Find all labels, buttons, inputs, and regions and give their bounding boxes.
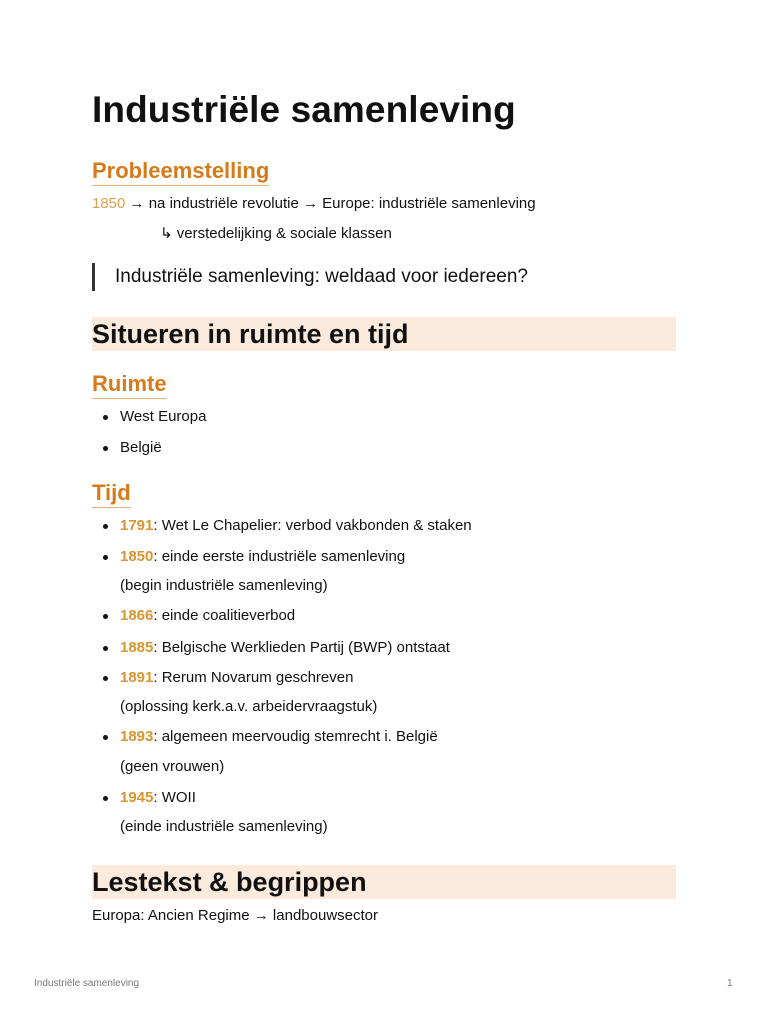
bullet-dot bbox=[103, 555, 108, 560]
page-title: Industriële samenleving bbox=[92, 89, 516, 130]
bullet-dot bbox=[103, 735, 108, 740]
timeline-subtext-text: (oplossing kerk.a.v. arbeidervraagstuk) bbox=[120, 698, 378, 715]
timeline-year: 1893 bbox=[120, 728, 154, 745]
timeline-text: : Wet Le Chapelier: verbod vakbonden & staken bbox=[153, 517, 472, 534]
heading-probleemstelling: Probleemstelling bbox=[92, 158, 269, 186]
bullet-dot bbox=[103, 796, 108, 801]
probleem-line-1-text: → na industriële revolutie → Europe: industriële samenleving bbox=[129, 195, 536, 212]
timeline-year: 1885 bbox=[120, 639, 154, 656]
probleem-line-2: ↳ verstedelijking & sociale klassen bbox=[160, 225, 392, 242]
bullet-dot bbox=[103, 524, 108, 529]
timeline-subtext-text: (geen vrouwen) bbox=[120, 758, 225, 775]
heading-ruimte: Ruimte bbox=[92, 371, 167, 399]
bullet-dot bbox=[103, 446, 108, 451]
page-number: 1 bbox=[727, 978, 733, 989]
timeline-year: 1866 bbox=[120, 607, 154, 624]
timeline-year: 1791 bbox=[120, 517, 154, 534]
timeline-year: 1945 bbox=[120, 789, 154, 806]
bullet-dot bbox=[103, 614, 108, 619]
bullet-dot bbox=[103, 415, 108, 420]
timeline-text: : einde eerste industriële samenleving bbox=[153, 548, 406, 565]
timeline-text: : algemeen meervoudig stemrecht i. België bbox=[153, 728, 438, 745]
section-lestekst: Lestekst & begrippen bbox=[92, 865, 676, 899]
list-item-text: België bbox=[120, 439, 162, 456]
problem-question-quote: Industriële samenleving: weldaad voor iedereen? bbox=[92, 263, 528, 291]
bullet-dot bbox=[103, 646, 108, 651]
list-item-text: West Europa bbox=[120, 408, 207, 425]
footer-title: Industriële samenleving bbox=[34, 978, 140, 989]
probleem-line-1 bbox=[92, 194, 536, 214]
timeline-text: : Belgische Werklieden Partij (BWP) ontstaat bbox=[153, 639, 450, 656]
timeline-text: : WOII bbox=[153, 789, 196, 806]
bullet-dot bbox=[103, 676, 108, 681]
timeline-year: 1850 bbox=[120, 548, 154, 565]
probleem-year: 1850 bbox=[92, 195, 126, 212]
timeline-year: 1891 bbox=[120, 669, 154, 686]
timeline-text: : Rerum Novarum geschreven bbox=[153, 669, 354, 686]
lestekst-line: Europa: Ancien Regime → landbouwsector bbox=[92, 907, 378, 924]
timeline-subtext-text: (begin industriële samenleving) bbox=[120, 577, 328, 594]
heading-tijd: Tijd bbox=[92, 480, 131, 508]
section-situeren: Situeren in ruimte en tijd bbox=[92, 317, 676, 351]
timeline-text: : einde coalitieverbod bbox=[153, 607, 296, 624]
timeline-subtext-text: (einde industriële samenleving) bbox=[120, 818, 328, 835]
